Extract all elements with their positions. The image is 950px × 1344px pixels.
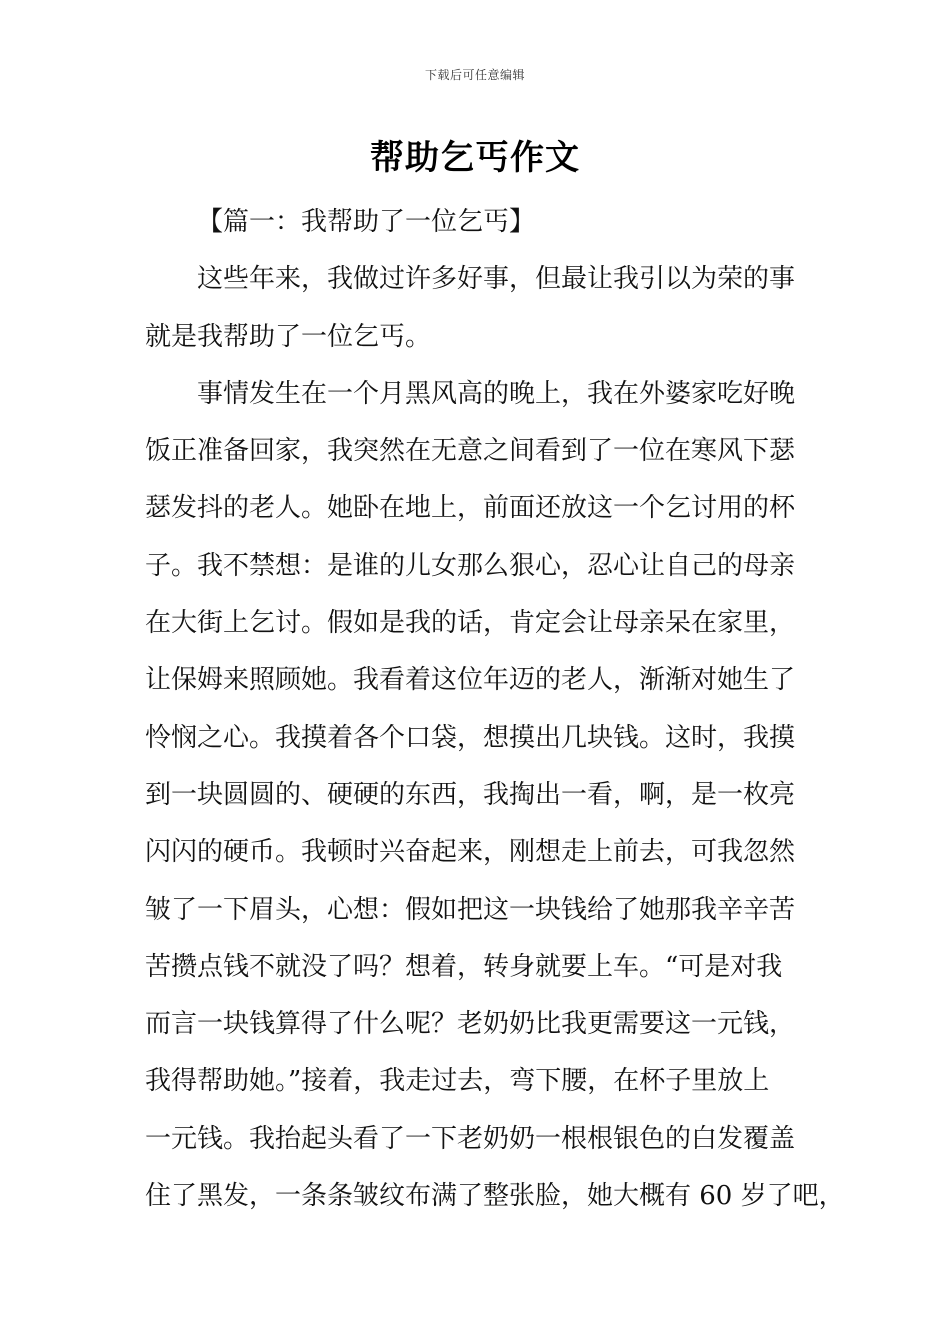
- text-line: 苦攒点钱不就没了吗？想着，转身就要上车。“可是对我: [145, 951, 783, 982]
- text-line: 我得帮助她。”接着，我走过去，弯下腰，在杯子里放上: [145, 1066, 770, 1097]
- text-line: 事情发生在一个月黑风高的晚上，我在外婆家吃好晚: [197, 378, 796, 409]
- text-line: 就是我帮助了一位乞丐。: [145, 321, 432, 352]
- text-line: 子。我不禁想：是谁的儿女那么狠心，忍心让自己的母亲: [145, 550, 796, 581]
- text-line: 瑟发抖的老人。她卧在地上，前面还放这一个乞讨用的杯: [145, 493, 796, 524]
- body-text: [145, 194, 845, 1225]
- header-note: 下载后可任意编辑: [424, 68, 525, 82]
- text-line: 闪闪的硬币。我顿时兴奋起来，刚想走上前去，可我忽然: [145, 837, 796, 868]
- text-line: 这些年来，我做过许多好事，但最让我引以为荣的事: [197, 264, 796, 295]
- text-line: 而言一块钱算得了什么呢？老奶奶比我更需要这一元钱，: [145, 1009, 796, 1040]
- document-title: 帮助乞丐作文: [370, 138, 580, 178]
- text-line: 一元钱。我抬起头看了一下老奶奶一根根银色的白发覆盖: [145, 1123, 796, 1154]
- text-line: 在大街上乞讨。假如是我的话，肯定会让母亲呆在家里，: [145, 608, 796, 639]
- text-line: 皱了一下眉头，心想：假如把这一块钱给了她那我辛辛苦: [145, 894, 796, 925]
- text-line: 到一块圆圆的、硬硬的东西，我掏出一看，啊，是一枚亮: [145, 779, 796, 810]
- text-line: 饭正准备回家，我突然在无意之间看到了一位在寒风下瑟: [145, 436, 796, 467]
- text-line: 住了黑发，一条条皱纹布满了整张脸，她大概有 60 岁了吧，: [145, 1181, 845, 1212]
- text-line: 让保姆来照顾她。我看着这位年迈的老人，渐渐对她生了: [145, 665, 796, 696]
- text-line: 怜悯之心。我摸着各个口袋，想摸出几块钱。这时，我摸: [145, 722, 796, 753]
- section-heading: 【篇一：我帮助了一位乞丐】: [197, 207, 536, 237]
